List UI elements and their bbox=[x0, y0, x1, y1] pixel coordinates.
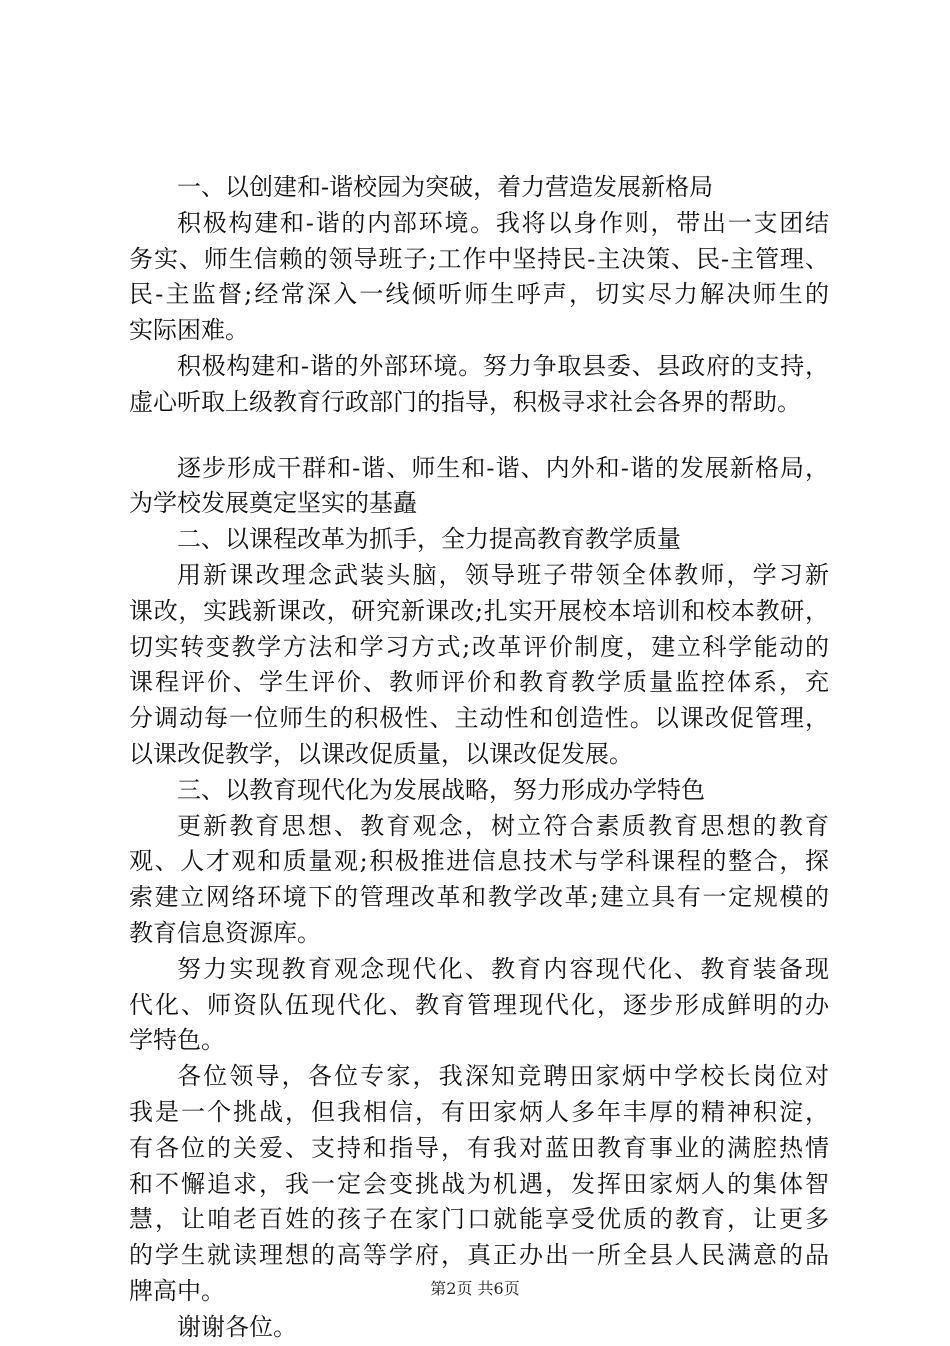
text-line: 二、以课程改革为抓手，全力提高教育教学质量 bbox=[177, 525, 681, 554]
text-line: 民-主监督;经常深入一线倾听师生呼声，切实尽力解决师生的 bbox=[129, 280, 829, 309]
text-line: 分调动每一位师生的积极性、主动性和创造性。以课改促管理， bbox=[129, 704, 829, 733]
paragraph-gap bbox=[129, 421, 829, 451]
text-line: 逐步形成干群和-谐、师生和-谐、内外和-谐的发展新格局， bbox=[177, 453, 829, 482]
text-line: 实际困难。 bbox=[129, 316, 249, 345]
text-line: 切实转变教学方法和学习方式;改革评价制度，建立科学能动的 bbox=[129, 632, 829, 661]
text-line: 课改，实践新课改，研究新课改;扎实开展校本培训和校本教研， bbox=[129, 596, 829, 625]
text-line: 虚心听取上级教育行政部门的指导，积极寻求社会各界的帮助。 bbox=[129, 387, 801, 416]
text-line: 一、以创建和-谐校园为突破，着力营造发展新格局 bbox=[177, 173, 714, 201]
text-line: 以课改促教学，以课改促质量，以课改促发展。 bbox=[129, 739, 633, 768]
text-line: 和不懈追求，我一定会变挑战为机遇，发挥田家炳人的集体智 bbox=[129, 1169, 829, 1198]
text-line: 慧，让咱老百姓的孩子在家门口就能享受优质的教育，让更多 bbox=[129, 1205, 829, 1234]
text-line: 各位领导，各位专家，我深知竞聘田家炳中学校长岗位对 bbox=[177, 1062, 829, 1091]
text-line: 我是一个挑战，但我相信，有田家炳人多年丰厚的精神积淀， bbox=[129, 1097, 829, 1126]
text-line: 为学校发展奠定坚实的基矗 bbox=[129, 489, 417, 518]
text-line: 三、以教育现代化为发展战略，努力形成办学特色 bbox=[177, 775, 705, 804]
text-line: 谢谢各位。 bbox=[177, 1312, 297, 1341]
text-line: 教育信息资源库。 bbox=[129, 918, 321, 947]
text-line: 课程评价、学生评价、教师评价和教育教学质量监控体系，充 bbox=[129, 668, 829, 697]
text-line: 更新教育思想、教育观念，树立符合素质教育思想的教育 bbox=[177, 811, 829, 840]
text-line: 用新课改理念武装头脑，领导班子带领全体教师，学习新 bbox=[177, 560, 829, 589]
text-line: 索建立网络环境下的管理改革和教学改革;建立具有一定规模的 bbox=[129, 883, 829, 912]
document-body bbox=[129, 170, 829, 1346]
page-footer: 第2页 共6页 bbox=[430, 1279, 520, 1298]
text-line: 的学生就读理想的高等学府，真正办出一所全县人民满意的品 bbox=[129, 1241, 829, 1270]
text-line: 观、人才观和质量观;积极推进信息技术与学科课程的整合，探 bbox=[129, 847, 829, 876]
text-line: 有各位的关爱、支持和指导，有我对蓝田教育事业的满腔热情 bbox=[129, 1133, 829, 1162]
text-line: 代化、师资队伍现代化、教育管理现代化，逐步形成鲜明的办 bbox=[129, 990, 829, 1019]
text-line: 学特色。 bbox=[129, 1026, 225, 1055]
text-line: 务实、师生信赖的领导班子;工作中坚持民-主决策、民-主管理、 bbox=[129, 244, 829, 273]
text-line: 努力实现教育观念现代化、教育内容现代化、教育装备现 bbox=[177, 954, 829, 983]
text-line: 牌高中。 bbox=[129, 1276, 225, 1305]
text-line: 积极构建和-谐的内部环境。我将以身作则，带出一支团结 bbox=[177, 208, 829, 237]
text-line: 积极构建和-谐的外部环境。努力争取县委、县政府的支持， bbox=[177, 351, 829, 380]
